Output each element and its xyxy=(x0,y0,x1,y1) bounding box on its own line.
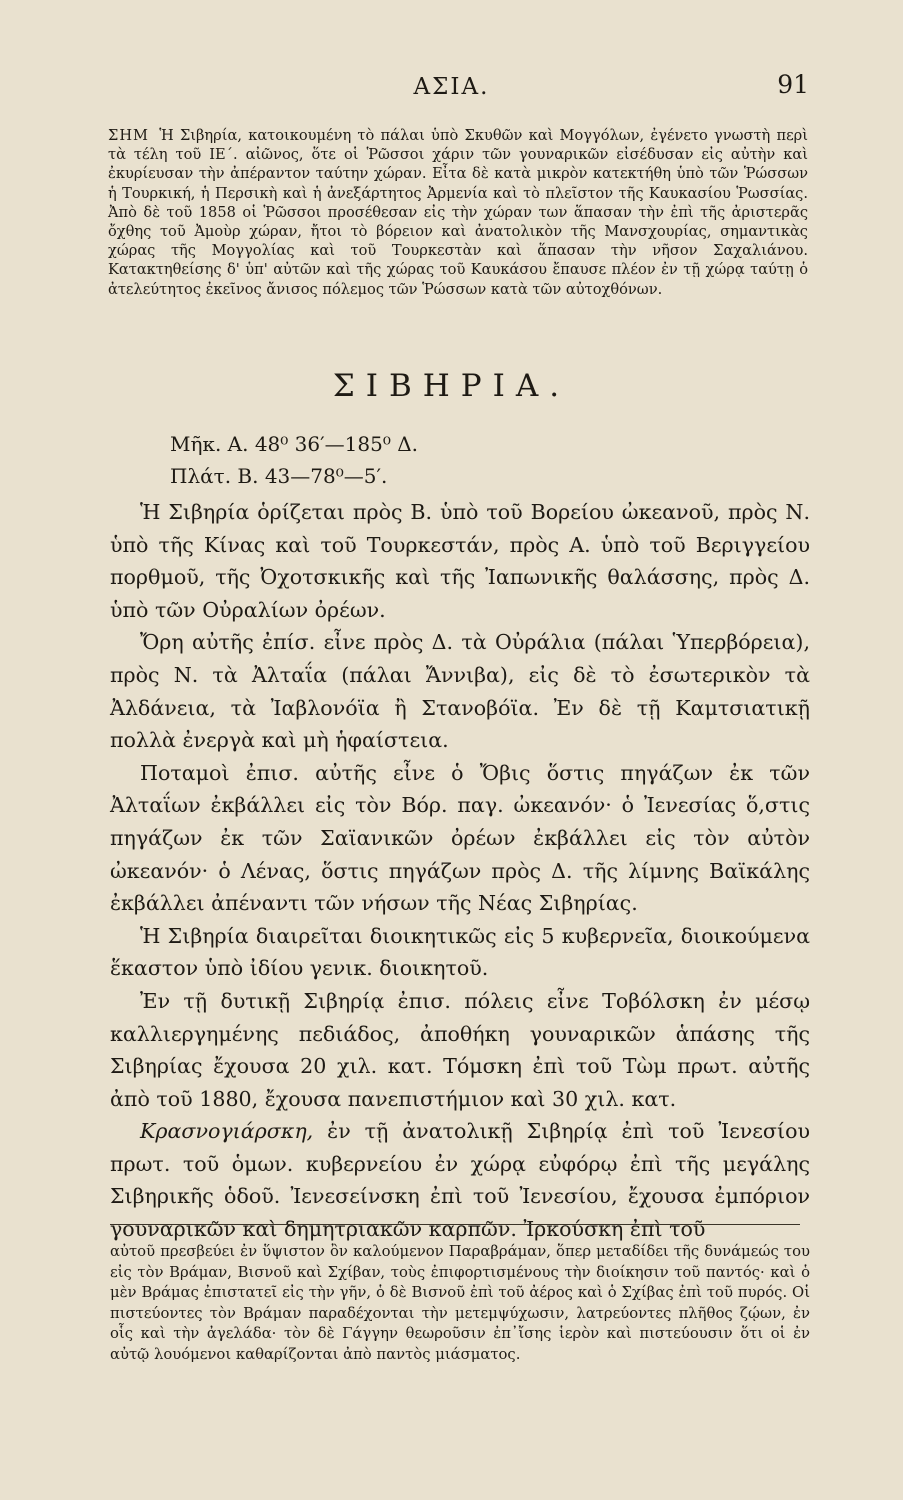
note-lead: ΣΗΜ xyxy=(108,127,149,144)
paragraph-boundaries: Ἡ Σιβηρία ὁρίζεται πρὸς Β. ὑπὸ τοῦ Βορείου ὠκεανοῦ, πρὸς Ν. ὑπὸ τῆς Κίνας καὶ τοῦ Τουρκεστάν, πρὸς Α. ὑπὸ τοῦ Βεριγγείου πορθμοῦ, τῆς Ὀχοτσκικῆς καὶ τῆς Ἰαπωνικῆς θαλάσσης, πρὸς Δ. ὑπὸ τῶν Οὐραλίων ὀρέων. xyxy=(110,500,810,622)
page-number: 91 xyxy=(777,70,809,99)
paragraph-western-cities: Ἐν τῇ δυτικῇ Σιβηρίᾳ ἐπισ. πόλεις εἶνε Τοβόλσκη ἐν μέσῳ καλλιεργημένης πεδιάδος, ἀποθήκη γουναρικῶν ἁπάσης τῆς Σιβηρίας ἔχουσα 20 χιλ. κατ. Τόμσκη ἐπὶ τοῦ Τὼμ πρωτ. αὐτῆς ἀπὸ τοῦ 1880, ἔχουσα πανεπιστήμιον καὶ 30 χιλ. κατ. xyxy=(110,988,810,1111)
latitude-line: Πλάτ. Β. 43—78⁰—5′. xyxy=(170,464,388,488)
historical-note xyxy=(108,126,808,299)
paragraph-mountains: Ὄρη αὐτῆς ἐπίσ. εἶνε πρὸς Δ. τὰ Οὐράλια (πάλαι Ὑπερβόρεια), πρὸς Ν. τὰ Ἀλταΐα (πάλαι Ἄννιβα), εἰς δὲ τὸ ἐσωτερικὸν τὰ Ἀλδάνεια, τὰ Ἰαβλονόϊα ἢ Στανοβόϊα. Ἐν δὲ τῇ Καμτσιατικῇ πολλὰ ἐνεργὰ καὶ μὴ ἡφαίστεια. xyxy=(110,630,810,753)
footnote: αὐτοῦ πρεσβεύει ἐν ὕψιστον ὂν καλούμενον Παραβράμαν, ὅπερ μεταδίδει τῆς δυνάμεώς του εἰς τὸν Βράμαν, Βισνοῦ καὶ Σχίβαν, τοὺς ἐπιφορτισμένους τὴν διοίκησιν τοῦ παντός· καὶ ὁ μὲν Βράμας ἐπιστατεῖ εἰς τὴν γῆν, ὁ δὲ Βισνοῦ ἐπὶ τοῦ ἀέρος καὶ ὁ Σχίβας ἐπὶ τοῦ πυρός. Οἱ πιστεύοντες τὸν Βράμαν παραδέχονται τὴν μετεμψύχωσιν, λατρεύοντες πλῆθος ζῴων, ἐν οἷς καὶ τὴν ἀγελάδα· τὸν δὲ Γάγγην θεωροῦσιν ἐπ᾿ἴσης ἱερὸν καὶ πιστεύουσιν ὅτι οἱ ἐν αὐτῷ λουόμενοι καθαρίζονται ἀπὸ παντὸς μιάσματος. xyxy=(110,1243,810,1363)
paragraph-eastern-cities xyxy=(110,1115,810,1245)
italic-city-name: Κρασνογιάρσκη, xyxy=(140,1119,314,1144)
section-title: ΣΙΒΗΡΙΑ. xyxy=(332,368,571,404)
coordinates xyxy=(170,428,418,492)
note-text: Ἡ Σιβηρία, κατοικουμένη τὸ πάλαι ὑπὸ Σκυθῶν καὶ Μογγόλων, ἐγένετο γνωστὴ περὶ τὰ τέλη τοῦ ΙΕ΄. αἰῶνος, ὅτε οἱ Ῥῶσσοι χάριν τῶν γουναρικῶν εἰσέδυσαν εἰς αὐτὴν καὶ ἐκυρίευσαν τὴν ἀπέραντον ταύτην χώραν. Εἶτα δὲ κατὰ μικρὸν κατεκτήθη ὑπὸ τῶν Ῥώσσων ἡ Τουρκική, ἡ Περσικὴ καὶ ἡ ἀνεξάρτητος Ἀρμενία καὶ τὸ πλεῖστον τῆς Καυκασίου Ῥωσσίας. Ἀπὸ δὲ τοῦ 1858 οἱ Ῥῶσσοι προσέθεσαν εἰς τὴν χώραν των ἅπασαν τὴν ἐπὶ τῆς ἀριστερᾶς ὄχθης τοῦ Ἀμοὺρ χώραν, ἤτοι τὸ βόρειον καὶ ἀνατολικὸν τῆς Μανσχουρίας, σημαντικὰς χώρας τῆς Μογγολίας καὶ τοῦ Τουρκεστὰν καὶ ἅπασαν τὴν νῆσον Σαχαλιάνου. Κατακτηθείσης δ' ὑπ' αὐτῶν καὶ τῆς χώρας τοῦ Καυκάσου ἔπαυσε πλέον ἐν τῇ χώρᾳ ταύτῃ ὁ ἀτελεύτητος ἐκεῖνος ἄνισος πόλεμος τῶν Ῥώσσων κατὰ τῶν αὐτοχθόνων. xyxy=(108,127,808,298)
body-text xyxy=(110,496,810,1246)
footnote-divider xyxy=(110,1224,800,1225)
paragraph-rivers: Ποταμοὶ ἐπισ. αὐτῆς εἶνε ὁ Ὄβις ὅστις πηγάζων ἐκ τῶν Ἀλταΐων ἐκβάλλει εἰς τὸν Βόρ. παγ. ὠκεανόν· ὁ Ἰενεσίας ὅ,στις πηγάζων ἐκ τῶν Σαϊανικῶν ὀρέων ἐκβάλλει εἰς τὸν αὐτὸν ὠκεανόν· ὁ Λένας, ὅστις πηγάζων πρὸς Δ. τῆς λίμνης Βαϊκάλης ἐκβάλλει ἀπέναντι τῶν νήσων τῆς Νέας Σιβηρίας. xyxy=(110,760,810,916)
paragraph-eastern-cities-text: ἐν τῇ ἀνατολικῇ Σιβηρίᾳ ἐπὶ τοῦ Ἰενεσίου πρωτ. τοῦ ὁμων. κυβερνείου ἐν χώρᾳ εὐφόρῳ ἐπὶ τῆς μεγάλης Σιβηρικῆς ὁδοῦ. Ἰενεσείνσκη ἐπὶ τοῦ Ἰενεσίου, ἔχουσα ἐμπόριον γουναρικῶν καὶ δημητριακῶν καρπῶν. Ἰρκούσκη ἐπὶ τοῦ xyxy=(110,1119,810,1242)
paragraph-administration: Ἡ Σιβηρία διαιρεῖται διοικητικῶς εἰς 5 κυβερνεῖα, διοικούμενα ἕκαστον ὑπὸ ἰδίου γενικ. διοικητοῦ. xyxy=(110,923,810,981)
page-header xyxy=(0,70,903,106)
running-title: ΑΣΙΑ. xyxy=(413,74,490,100)
longitude-line: Μῆκ. Α. 48⁰ 36′—185⁰ Δ. xyxy=(170,432,418,456)
